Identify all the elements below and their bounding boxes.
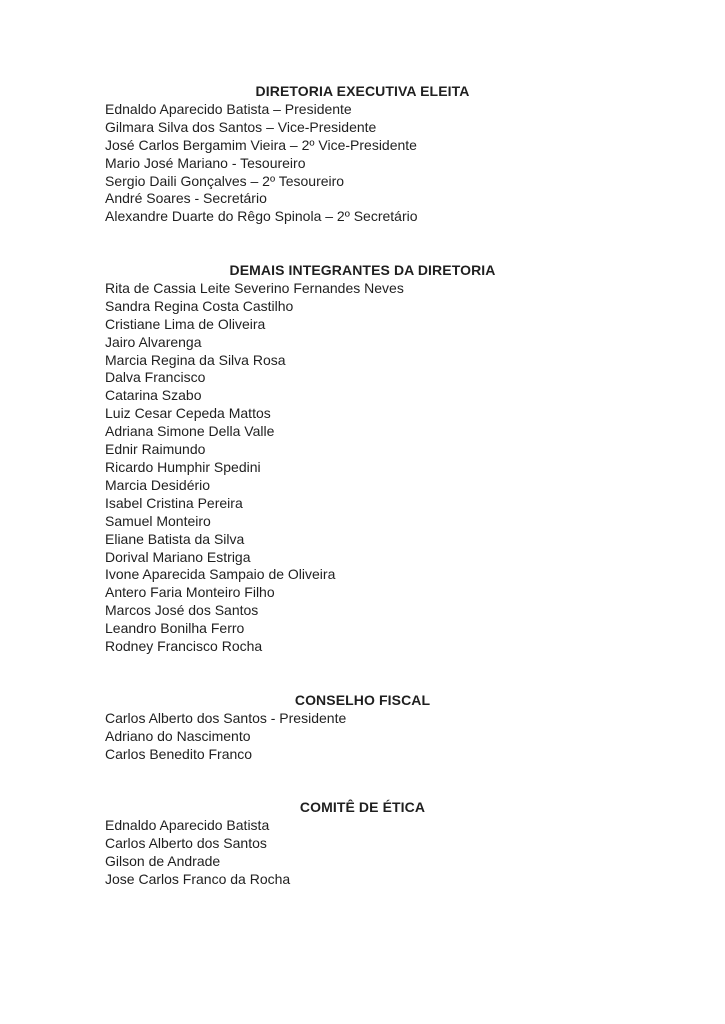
list-item: Isabel Cristina Pereira [105,494,243,511]
list-item: Rita de Cassia Leite Severino Fernandes Neves [105,279,404,296]
list-item: Antero Faria Monteiro Filho [105,584,275,601]
list-item: Luiz Cesar Cepeda Mattos [105,405,271,422]
document-section [105,692,620,764]
list-item: Rodney Francisco Rocha [105,638,263,655]
document-section [105,83,620,226]
list-item: José Carlos Bergamim Vieira – 2º Vice-Presidente [105,136,417,153]
section-title: DIRETORIA EXECUTIVA ELEITA [255,83,470,99]
list-item: Samuel Monteiro [105,512,211,529]
section-list [105,280,620,656]
list-item: Catarina Szabo [105,387,202,404]
section-list [105,710,620,764]
document-body [105,83,620,889]
list-item: Mario José Mariano - Tesoureiro [105,154,306,171]
section-list [105,101,620,226]
list-item: André Soares - Secretário [105,190,267,207]
list-item: Carlos Benedito Franco [105,745,253,762]
list-item: Jose Carlos Franco da Rocha [105,870,291,887]
section-title: COMITÊ DE ÉTICA [299,799,426,816]
list-item: Ednaldo Aparecido Batista [105,817,270,834]
list-item: Eliane Batista da Silva [105,530,245,547]
list-item: Alexandre Duarte do Rêgo Spinola – 2º Secretário [105,208,418,225]
list-item: Ednir Raimundo [105,441,206,458]
list-item: Ivone Aparecida Sampaio de Oliveira [105,566,336,583]
list-item: Ricardo Humphir Spedini [105,459,261,476]
list-item: Leandro Bonilha Ferro [105,620,245,637]
list-item: Ednaldo Aparecido Batista – Presidente [105,100,352,117]
list-item: Marcia Desidério [105,476,211,493]
document-section [105,262,620,656]
list-item: Carlos Alberto dos Santos [105,835,267,852]
list-item: Adriano do Nascimento [105,727,251,744]
section-title: DEMAIS INTEGRANTES DA DIRETORIA [229,262,496,279]
section-list [105,817,620,889]
list-item: Gilson de Andrade [105,852,221,869]
list-item: Adriana Simone Della Valle [105,423,275,440]
list-item: Gilmara Silva dos Santos – Vice-Presidente [105,118,377,135]
list-item: Cristiane Lima de Oliveira [105,315,266,332]
section-title: CONSELHO FISCAL [294,691,431,708]
list-item: Marcos José dos Santos [105,602,259,619]
list-item: Dalva Francisco [105,369,206,386]
list-item: Carlos Alberto dos Santos - Presidente [105,709,347,726]
list-item: Sergio Daili Gonçalves – 2º Tesoureiro [105,172,345,189]
document-section [105,799,620,889]
list-item: Dorival Mariano Estriga [105,548,251,565]
list-item: Jairo Alvarenga [105,333,202,350]
list-item: Marcia Regina da Silva Rosa [105,351,286,368]
list-item: Sandra Regina Costa Castilho [105,297,294,314]
